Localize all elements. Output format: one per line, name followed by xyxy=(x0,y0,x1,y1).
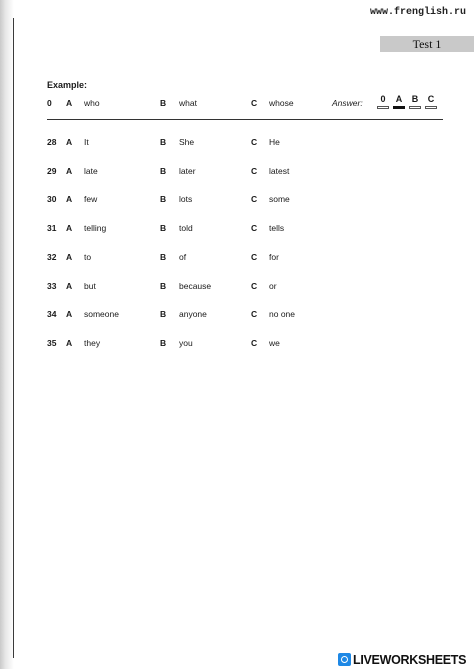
liveworksheets-logo-icon xyxy=(338,653,351,666)
option-c-letter: C xyxy=(251,338,258,348)
option-b-text: later xyxy=(179,166,196,176)
question-number: 0 xyxy=(47,98,52,108)
option-b-letter: B xyxy=(160,252,167,262)
option-c-text: tells xyxy=(269,223,285,233)
option-c-text: or xyxy=(269,281,277,291)
answer-cell xyxy=(376,93,390,109)
option-a-letter: A xyxy=(66,338,73,348)
question-row xyxy=(0,280,474,292)
example-divider xyxy=(47,119,443,120)
option-b-text: anyone xyxy=(179,309,207,319)
option-c-text: latest xyxy=(269,166,290,176)
option-b-letter: B xyxy=(160,223,167,233)
answer-grid xyxy=(376,93,438,109)
option-c-letter: C xyxy=(251,166,258,176)
question-number: 33 xyxy=(47,281,57,291)
watermark-footer xyxy=(338,650,474,669)
answer-cell xyxy=(408,93,422,109)
option-a-text: few xyxy=(84,194,98,204)
question-number: 29 xyxy=(47,166,57,176)
option-c-letter: C xyxy=(251,137,258,147)
option-a-text: to xyxy=(84,252,92,262)
option-a-letter: A xyxy=(66,137,73,147)
answer-mark-empty xyxy=(377,106,389,109)
answer-mark-empty xyxy=(425,106,437,109)
answer-mark-filled xyxy=(393,106,405,109)
question-number: 30 xyxy=(47,194,57,204)
option-b-text: because xyxy=(179,281,212,291)
option-b-letter: B xyxy=(160,309,167,319)
option-b-text: lots xyxy=(179,194,193,204)
answer-label: Answer: xyxy=(332,98,363,108)
option-b-text: told xyxy=(179,223,193,233)
option-b-letter: B xyxy=(160,98,167,108)
question-row xyxy=(0,337,474,349)
option-c-text: no one xyxy=(269,309,295,319)
option-c-text: He xyxy=(269,137,280,147)
option-b-letter: B xyxy=(160,281,167,291)
question-row xyxy=(0,136,474,148)
option-b-letter: B xyxy=(160,166,167,176)
option-b-letter: B xyxy=(160,137,167,147)
option-c-text: whose xyxy=(269,98,294,108)
question-number: 28 xyxy=(47,137,57,147)
option-c-letter: C xyxy=(251,252,258,262)
option-c-letter: C xyxy=(251,98,258,108)
watermark-brand: LIVEWORKSHEETS xyxy=(353,652,467,667)
question-row xyxy=(0,308,474,320)
option-a-text: they xyxy=(84,338,101,348)
site-url: www.frenglish.ru xyxy=(369,7,466,18)
question-row xyxy=(0,251,474,263)
question-number: 35 xyxy=(47,338,57,348)
option-a-letter: A xyxy=(66,252,73,262)
option-a-letter: A xyxy=(66,309,73,319)
question-number: 32 xyxy=(47,252,57,262)
option-c-text: for xyxy=(269,252,279,262)
option-a-letter: A xyxy=(66,194,73,204)
option-c-letter: C xyxy=(251,223,258,233)
option-a-letter: A xyxy=(66,166,73,176)
test-label-tab: Test 1 xyxy=(380,36,474,52)
option-a-text: late xyxy=(84,166,98,176)
option-a-letter: A xyxy=(66,223,73,233)
answer-cell xyxy=(424,93,438,109)
option-c-text: some xyxy=(269,194,290,204)
answer-cell-letter: A xyxy=(395,94,403,104)
option-a-text: who xyxy=(84,98,100,108)
answer-cell-letter: B xyxy=(411,94,419,104)
option-a-letter: A xyxy=(66,281,73,291)
option-a-letter: A xyxy=(66,98,73,108)
option-c-letter: C xyxy=(251,194,258,204)
question-number: 34 xyxy=(47,309,57,319)
question-row xyxy=(0,193,474,205)
example-heading: Example: xyxy=(47,80,88,90)
option-a-text: someone xyxy=(84,309,119,319)
option-c-text: we xyxy=(269,338,280,348)
option-b-text: of xyxy=(179,252,187,262)
option-b-letter: B xyxy=(160,338,167,348)
option-b-text: what xyxy=(179,98,197,108)
option-b-text: She xyxy=(179,137,195,147)
question-row xyxy=(0,165,474,177)
option-b-letter: B xyxy=(160,194,167,204)
question-row xyxy=(0,222,474,234)
question-number: 31 xyxy=(47,223,57,233)
answer-cell-letter: C xyxy=(427,94,435,104)
option-a-text: It xyxy=(84,137,89,147)
answer-cell-letter: 0 xyxy=(380,94,386,104)
answer-mark-empty xyxy=(409,106,421,109)
option-a-text: telling xyxy=(84,223,107,233)
option-a-text: but xyxy=(84,281,96,291)
option-b-text: you xyxy=(179,338,193,348)
option-c-letter: C xyxy=(251,309,258,319)
option-c-letter: C xyxy=(251,281,258,291)
answer-cell xyxy=(392,93,406,109)
